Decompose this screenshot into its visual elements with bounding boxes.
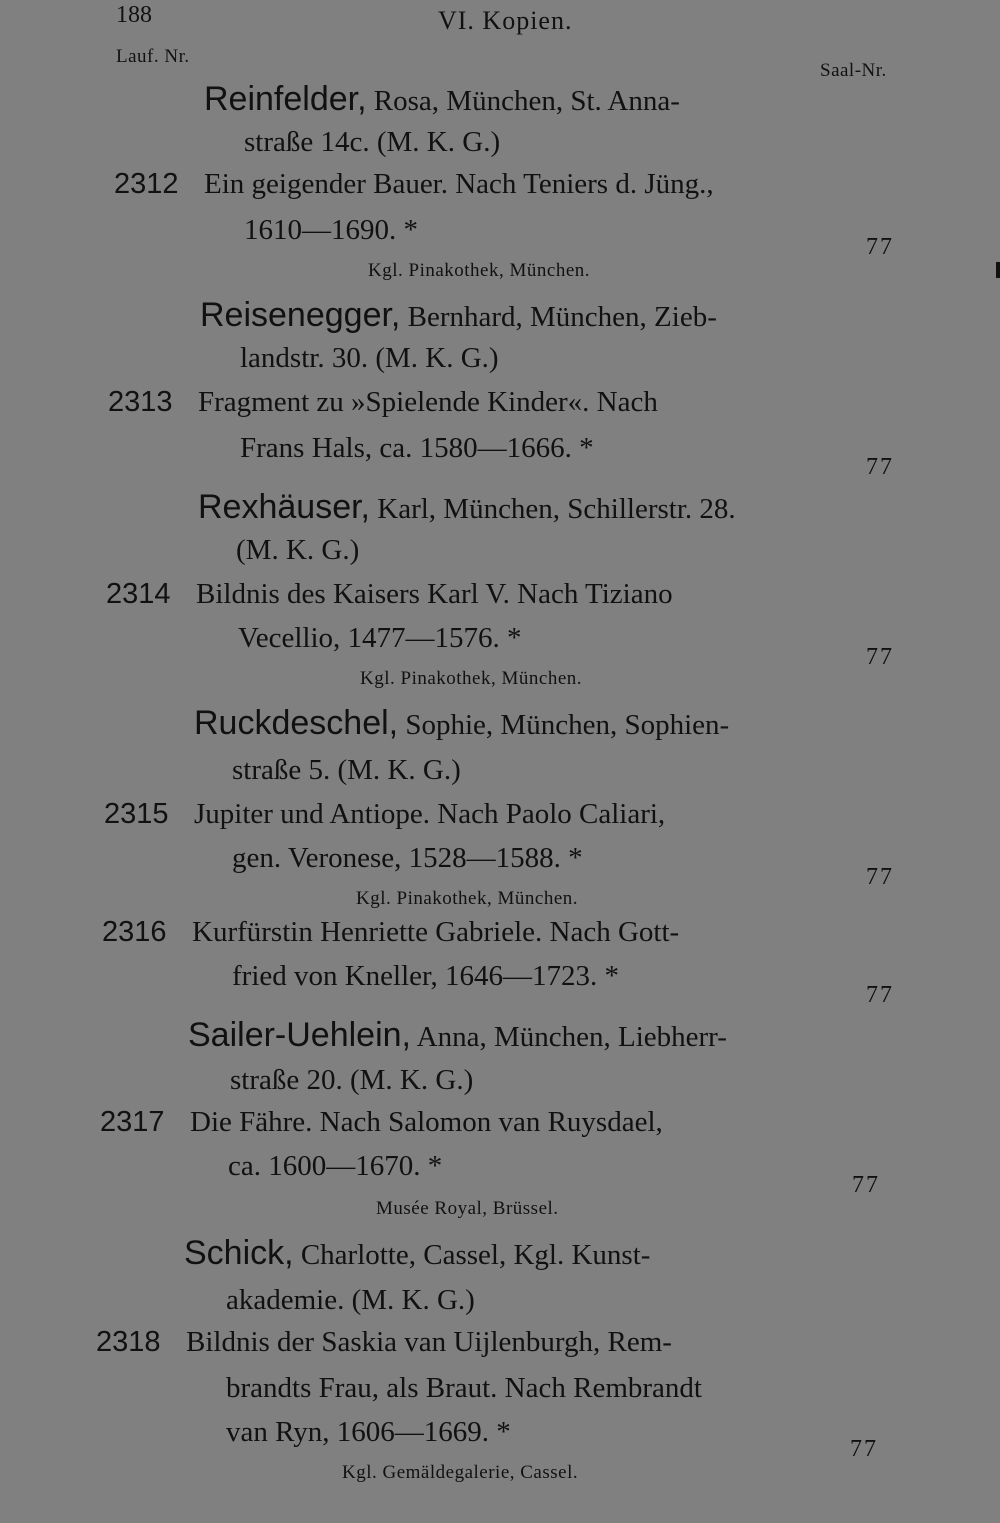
artist-name: Rexhäuser, xyxy=(198,488,370,526)
artist-heading xyxy=(194,706,729,740)
artist-name: Reisenegger, xyxy=(200,296,401,334)
saal-number: 77 xyxy=(866,454,894,480)
work-entry xyxy=(114,170,714,199)
artist-address-continued: (M. K. G.) xyxy=(236,534,360,566)
work-description: Ein geigender Bauer. Nach Teniers d. Jüng., xyxy=(204,168,714,200)
work-description-continued: van Ryn, 1606—1669. * xyxy=(226,1416,511,1448)
artist-address: Karl, München, Schillerstr. 28. xyxy=(370,493,736,525)
work-number: 2317 xyxy=(100,1106,165,1138)
artist-heading xyxy=(204,82,680,116)
work-number: 2318 xyxy=(96,1326,161,1358)
artist-heading xyxy=(198,490,736,524)
work-entry xyxy=(102,918,679,947)
work-collection: Kgl. Pinakothek, München. xyxy=(356,888,579,909)
work-entry xyxy=(104,800,665,829)
saal-number: 77 xyxy=(850,1436,878,1462)
work-number: 2315 xyxy=(104,798,169,830)
work-number: 2313 xyxy=(108,386,173,418)
work-collection: Kgl. Pinakothek, München. xyxy=(368,260,591,281)
artist-address-continued: akademie. (M. K. G.) xyxy=(226,1284,475,1316)
work-entry xyxy=(108,388,658,417)
work-collection: Musée Royal, Brüssel. xyxy=(376,1198,559,1219)
saal-number: 77 xyxy=(852,1172,880,1198)
artist-address: Rosa, München, St. Anna- xyxy=(366,85,680,117)
work-entry xyxy=(96,1328,672,1357)
work-entry xyxy=(100,1108,663,1137)
work-number: 2316 xyxy=(102,916,167,948)
work-description-continued: gen. Veronese, 1528—1588. * xyxy=(232,842,583,874)
work-description: Die Fähre. Nach Salomon van Ruysdael, xyxy=(190,1106,663,1138)
saal-number: 77 xyxy=(866,982,894,1008)
artist-name: Reinfelder, xyxy=(204,80,367,118)
artist-address: Charlotte, Cassel, Kgl. Kunst- xyxy=(293,1239,651,1271)
saal-number: 77 xyxy=(866,234,894,260)
artist-address-continued: straße 5. (M. K. G.) xyxy=(232,754,461,786)
artist-name: Schick, xyxy=(184,1234,294,1272)
work-description-continued: fried von Kneller, 1646—1723. * xyxy=(232,960,620,992)
artist-heading xyxy=(200,298,717,332)
work-description-continued: brandts Frau, als Braut. Nach Rembrandt xyxy=(226,1372,702,1404)
work-description-continued: Vecellio, 1477—1576. * xyxy=(238,622,522,654)
work-description: Bildnis der Saskia van Uijlenburgh, Rem- xyxy=(186,1326,672,1358)
page-number: 188 xyxy=(116,2,152,28)
work-description: Fragment zu »Spielende Kinder«. Nach xyxy=(198,386,658,418)
work-number: 2312 xyxy=(114,168,179,200)
artist-address-continued: straße 20. (M. K. G.) xyxy=(230,1064,474,1096)
saal-number: 77 xyxy=(866,644,894,670)
artist-heading xyxy=(184,1236,650,1270)
artist-heading xyxy=(188,1018,727,1052)
column-header-lauf-nr: Lauf. Nr. xyxy=(116,46,190,67)
column-header-saal-nr: Saal-Nr. xyxy=(820,60,887,81)
work-description-continued: 1610—1690. * xyxy=(244,214,418,246)
work-description: Kurfürstin Henriette Gabriele. Nach Gott- xyxy=(192,916,680,948)
running-title: VI. Kopien. xyxy=(438,6,573,35)
artist-address: Sophie, München, Sophien- xyxy=(398,709,730,741)
artist-name: Sailer-Uehlein, xyxy=(188,1016,411,1054)
work-entry xyxy=(106,580,673,609)
work-description: Jupiter und Antiope. Nach Paolo Caliari, xyxy=(194,798,666,830)
artist-name: Ruckdeschel, xyxy=(194,704,399,742)
work-description-continued: ca. 1600—1670. * xyxy=(228,1150,443,1182)
artist-address-continued: straße 14c. (M. K. G.) xyxy=(244,126,501,158)
work-description-continued: Frans Hals, ca. 1580—1666. * xyxy=(240,432,594,464)
work-number: 2314 xyxy=(106,578,171,610)
work-collection: Kgl. Pinakothek, München. xyxy=(360,668,583,689)
work-description: Bildnis des Kaisers Karl V. Nach Tiziano xyxy=(196,578,673,610)
page-edge-mark xyxy=(996,262,1000,278)
artist-address: Anna, München, Liebherr- xyxy=(411,1021,727,1053)
saal-number: 77 xyxy=(866,864,894,890)
work-collection: Kgl. Gemäldegalerie, Cassel. xyxy=(342,1462,579,1483)
artist-address-continued: landstr. 30. (M. K. G.) xyxy=(240,342,499,374)
artist-address: Bernhard, München, Zieb- xyxy=(400,301,717,333)
